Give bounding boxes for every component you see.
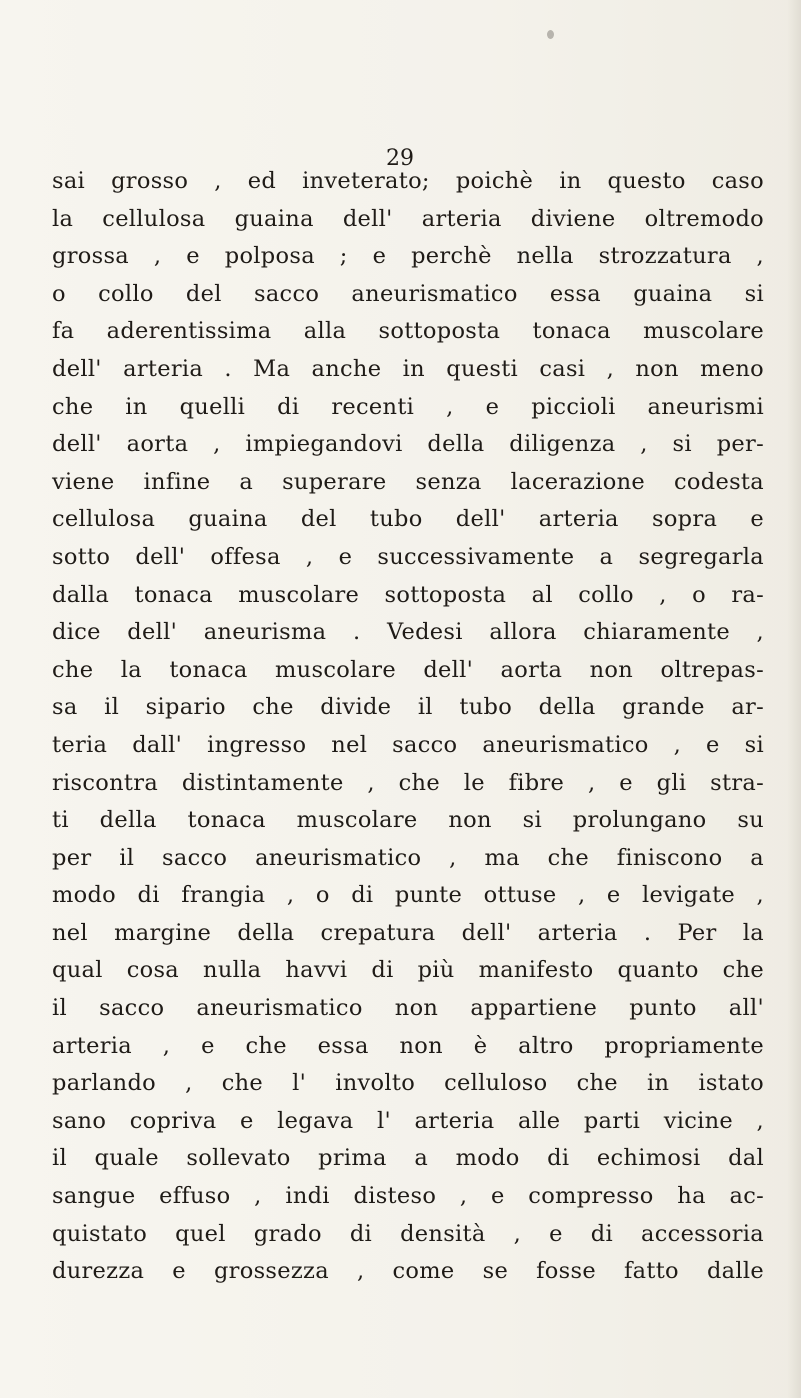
page-number: 29 (386, 146, 414, 171)
text-line: o collo del sacco aneurismatico essa guaina si (52, 280, 764, 307)
text-line: qual cosa nulla havvi di più manifesto quanto che (52, 957, 764, 984)
text-line: teria dall' ingresso nel sacco aneurismatico , e si (52, 731, 764, 758)
body-text (52, 163, 764, 1291)
text-line: quistato quel grado di densità , e di accessoria (52, 1220, 764, 1247)
text-line: sangue effuso , indi disteso , e compresso ha ac- (52, 1183, 764, 1210)
text-line: cellulosa guaina del tubo dell' arteria sopra e (52, 506, 764, 533)
text-line: sotto dell' offesa , e successivamente a segregarla (52, 543, 764, 570)
text-line: grossa , e polposa ; e perchè nella strozzatura , (52, 243, 764, 270)
text-line: viene infine a superare senza lacerazione codesta (52, 468, 764, 495)
page-edge-shadow (787, 0, 801, 1398)
text-line: dice dell' aneurisma . Vedesi allora chiaramente , (52, 619, 764, 646)
text-line: il sacco aneurismatico non appartiene punto all' (52, 995, 764, 1022)
text-line: nel margine della crepatura dell' arteria . Per la (52, 919, 764, 946)
text-line: arteria , e che essa non è altro propriamente (52, 1032, 764, 1059)
text-line: ti della tonaca muscolare non si prolungano su (52, 807, 764, 834)
text-line: dalla tonaca muscolare sottoposta al collo , o ra- (52, 581, 764, 608)
text-line: parlando , che l' involto celluloso che in istato (52, 1070, 764, 1097)
text-line: sa il sipario che divide il tubo della grande ar- (52, 694, 764, 721)
text-line: modo di frangia , o di punte ottuse , e levigate , (52, 882, 764, 909)
text-line: durezza e grossezza , come se fosse fatto dalle (52, 1258, 764, 1285)
text-line: fa aderentissima alla sottoposta tonaca muscolare (52, 318, 764, 345)
text-line: sai grosso , ed inveterato; poichè in questo caso (52, 168, 764, 194)
text-line: riscontra distintamente , che le fibre , e gli stra- (52, 769, 764, 796)
text-line: che in quelli di recenti , e piccioli aneurismi (52, 393, 764, 420)
text-line: sano copriva e legava l' arteria alle parti vicine , (52, 1107, 764, 1134)
text-line: che la tonaca muscolare dell' aorta non oltrepas- (52, 656, 764, 683)
text-line: il quale sollevato prima a modo di echimosi dal (52, 1145, 764, 1172)
text-line: dell' arteria . Ma anche in questi casi , non meno (52, 355, 764, 382)
text-line: dell' aorta , impiegandovi della diligenza , si per- (52, 431, 764, 458)
text-line: per il sacco aneurismatico , ma che finiscono a (52, 844, 764, 871)
text-line: la cellulosa guaina dell' arteria diviene oltremodo (52, 205, 764, 232)
paper-speck (547, 30, 554, 39)
